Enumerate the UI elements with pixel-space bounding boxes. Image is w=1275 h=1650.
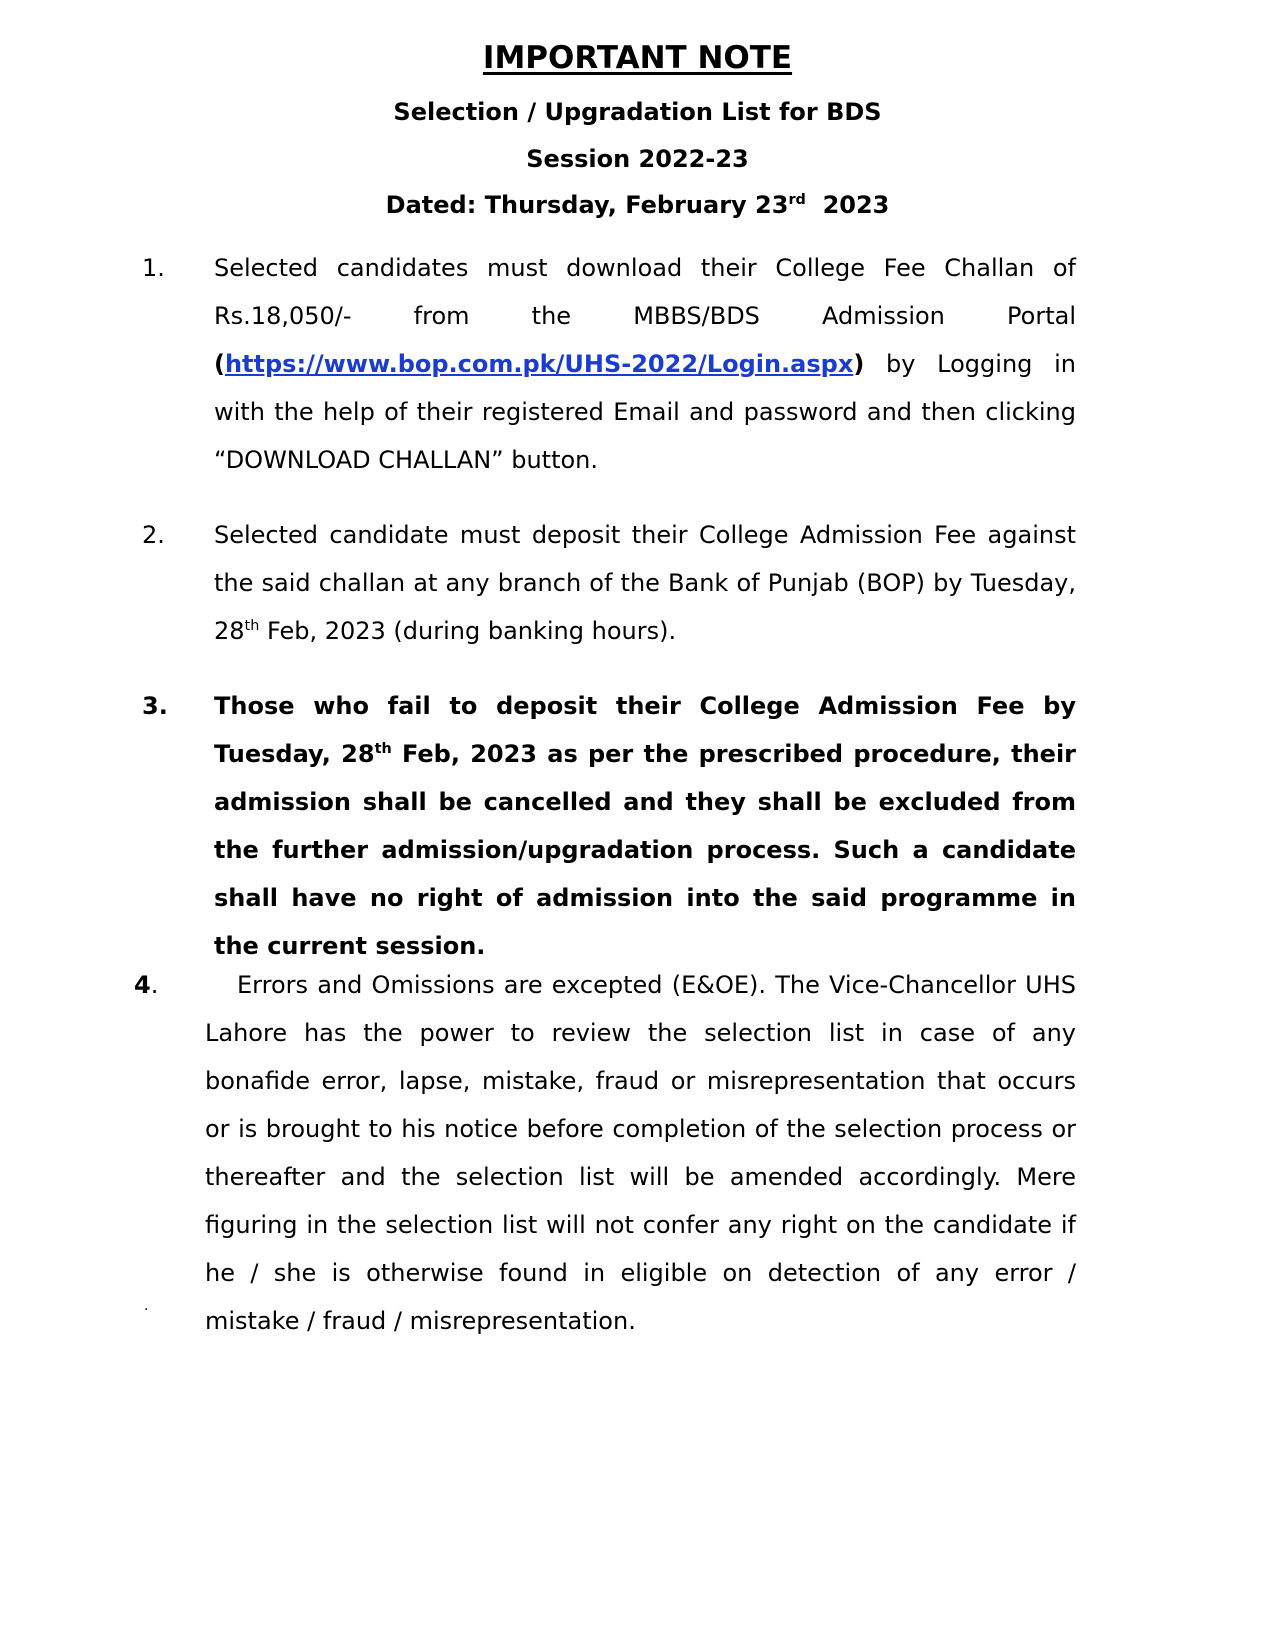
- dated-year: 2023: [822, 191, 890, 219]
- item-4-period: .: [150, 971, 159, 999]
- item-4-body: Errors and Omissions are excepted (E&OE). The Vice-Chancellor UHS Lahore has the power to review the selection list in case of any bonafide error, lapse, mistake, fraud or misrepresentation that occurs or is brought to his notice before completion of the selection process or thereafter and the selection list will be amended accordingly. Mere figuring in the selection list will not confer any right on the candidate if he / she is otherwise found in eligible on detection of any error / mistake / fraud / misrepresentation.: [205, 971, 1076, 1335]
- item-2-number: 2.: [142, 521, 165, 549]
- item-2-text: [214, 511, 1076, 655]
- item-3-text-a: Those who fail to deposit their College Admission Fee by Tuesday, 28: [214, 692, 1076, 768]
- dated-prefix: Dated: Thursday, February 23: [385, 191, 789, 219]
- footer-mark: .: [144, 1298, 149, 1314]
- item-4-number: [134, 971, 158, 999]
- item-3-ordinal: th: [374, 741, 392, 757]
- item-3-text: [214, 682, 1076, 970]
- link-close-paren: ): [853, 350, 865, 378]
- item-4-text: [205, 961, 1076, 1345]
- item-3-number: 3.: [142, 692, 168, 720]
- item-1-rest: by Logging in with the help of their registered Email and password and then clicking “DOWNLOAD CHALLAN” button.: [214, 350, 1076, 474]
- list-subtitle: Selection / Upgradation List for BDS: [393, 98, 882, 126]
- item-4-digit: 4: [134, 971, 151, 999]
- item-2-ordinal: th: [244, 618, 260, 634]
- item-2-text-b: Feb, 2023 (during banking hours).: [266, 617, 677, 645]
- item-2-text-a: Selected candidate must deposit their College Admission Fee against the said challan at any branch of the Bank of Punjab (BOP) by Tuesday, 28: [214, 521, 1076, 645]
- dated-line: [0, 191, 1275, 219]
- link-open-paren: (: [214, 350, 225, 378]
- item-1-number: 1.: [142, 254, 165, 282]
- item-1-text: [214, 244, 1076, 484]
- session-label: Session 2022-23: [526, 145, 749, 173]
- page-title: IMPORTANT NOTE: [482, 40, 793, 76]
- item-1-line1: Selected candidates must download their College Fee Challan of: [214, 254, 1076, 282]
- item-3-text-b: Feb, 2023 as per the prescribed procedure, their admission shall be cancelled and they shall be excluded from the further admission/upgradation process. Such a candidate shall have no right of admission into the said programme in the current session.: [214, 740, 1077, 960]
- dated-ordinal: rd: [788, 192, 806, 208]
- item-1-line2: Rs.18,050/- from the MBBS/BDS Admission Portal: [214, 302, 1076, 330]
- admission-portal-link[interactable]: https://www.bop.com.pk/UHS-2022/Login.aspx: [224, 350, 854, 378]
